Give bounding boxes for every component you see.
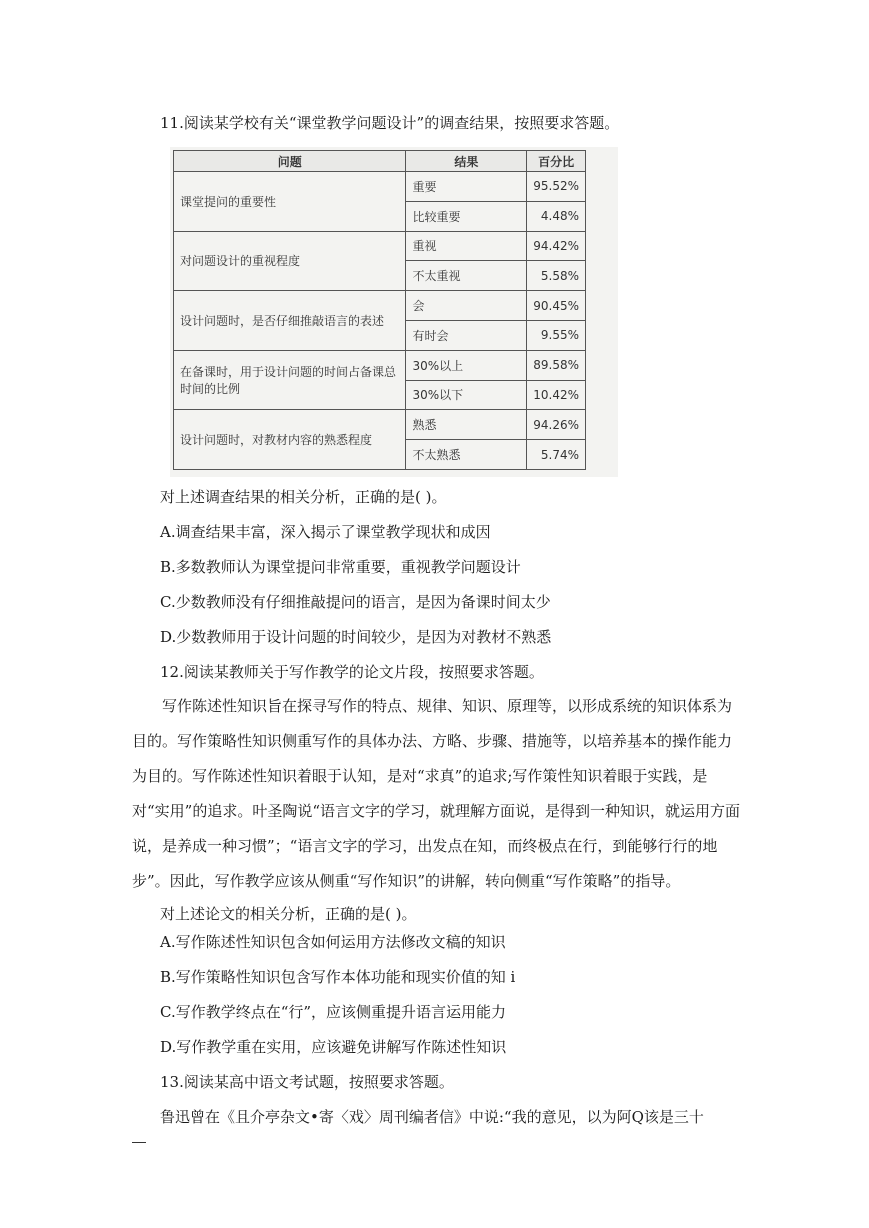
header-result: 结果 [406,151,527,172]
table-percent-cell: 4.48% [527,201,586,231]
table-result-cell: 不太重视 [406,261,527,291]
table-percent-cell: 5.58% [527,261,586,291]
table-result-cell: 重要 [406,172,527,202]
table-result-cell: 不太熟悉 [406,440,527,470]
table-percent-cell: 10.42% [527,380,586,410]
q11-option-b: B.多数教师认为课堂提问非常重要，重视教学问题设计 [160,558,521,576]
table-row [174,291,586,321]
table-result-cell: 会 [406,291,527,321]
table-percent-cell: 90.45% [527,291,586,321]
table-result-cell: 有时会 [406,320,527,350]
q11-option-c: C.少数教师没有仔细推敲提问的语言，是因为备课时间太少 [160,593,551,611]
q11-option-a: A.调查结果丰富，深入揭示了课堂教学现状和成因 [160,523,491,541]
survey-table-scan [170,147,618,477]
q12-option-c: C.写作教学终点在“行”，应该侧重提升语言运用能力 [160,1003,507,1021]
table-row [174,231,586,261]
table-row [174,172,586,202]
table-result-cell: 30%以下 [406,380,527,410]
table-row [174,350,586,380]
header-percent: 百分比 [527,151,586,172]
q13-title: 13.阅读某高中语文考试题，按照要求答题。 [160,1073,454,1091]
table-percent-cell: 94.42% [527,231,586,261]
q12-prompt: 对上述论文的相关分析，正确的是( )。 [160,905,417,923]
q12-option-d: D.写作教学重在实用，应该避免讲解写作陈述性知识 [160,1038,507,1056]
q12-title: 12.阅读某教师关于写作教学的论文片段，按照要求答题。 [160,663,544,681]
q13-passage: 鲁迅曾在《且介亭杂文•寄〈戏〉周刊编者信》中说:“我的意见，以为阿Q该是三十 [160,1108,704,1126]
table-question-cell: 课堂提问的重要性 [174,172,406,232]
q12-option-a: A.写作陈述性知识包含如何运用方法修改文稿的知识 [160,933,506,951]
q12-option-b: B.写作策略性知识包含写作本体功能和现实价值的知 i [160,968,516,986]
table-header-row [174,151,586,172]
q11-option-d: D.少数教师用于设计问题的时间较少，是因为对教材不熟悉 [160,628,552,646]
table-result-cell: 重视 [406,231,527,261]
table-question-cell: 对问题设计的重视程度 [174,231,406,291]
table-percent-cell: 89.58% [527,350,586,380]
q11-title: 11.阅读某学校有关“课堂教学问题设计”的调查结果，按照要求答题。 [160,114,620,132]
table-row [174,410,586,440]
table-question-cell: 设计问题时，对教材内容的熟悉程度 [174,410,406,470]
table-percent-cell: 9.55% [527,320,586,350]
table-question-cell: 设计问题时，是否仔细推敲语言的表述 [174,291,406,351]
table-result-cell: 比较重要 [406,201,527,231]
table-percent-cell: 94.26% [527,410,586,440]
table-result-cell: 30%以上 [406,350,527,380]
table-result-cell: 熟悉 [406,410,527,440]
survey-table [173,150,586,470]
q12-passage: 写作陈述性知识旨在探寻写作的特点、规律、知识、原理等，以形成系统的知识体系为目的。写作策略性知识侧重写作的具体办法、方略、步骤、措施等，以培养基本的操作能力为目的。写作陈述性知识着眼于认知，是对“求真”的追求;写作策性知识着眼于实践，是对“实用”的追求。叶圣陶说“语言文字的学习，就理解方面说，是得到一种知识，就运用方面说，是养成一种习惯”；“语言文字的学习，出发点在知，而终极点在行，到能够行行的地步”。因此，写作教学应该从侧重“写作知识”的讲解，转向侧重“写作策略”的指导。 [132,697,741,890]
q11-prompt: 对上述调查结果的相关分析，正确的是( )。 [160,488,447,506]
header-question: 问题 [174,151,406,172]
table-percent-cell: 95.52% [527,172,586,202]
table-question-cell: 在备课时，用于设计问题的时间占备课总时间的比例 [174,350,406,410]
table-percent-cell: 5.74% [527,440,586,470]
page-break-line [132,1142,146,1143]
